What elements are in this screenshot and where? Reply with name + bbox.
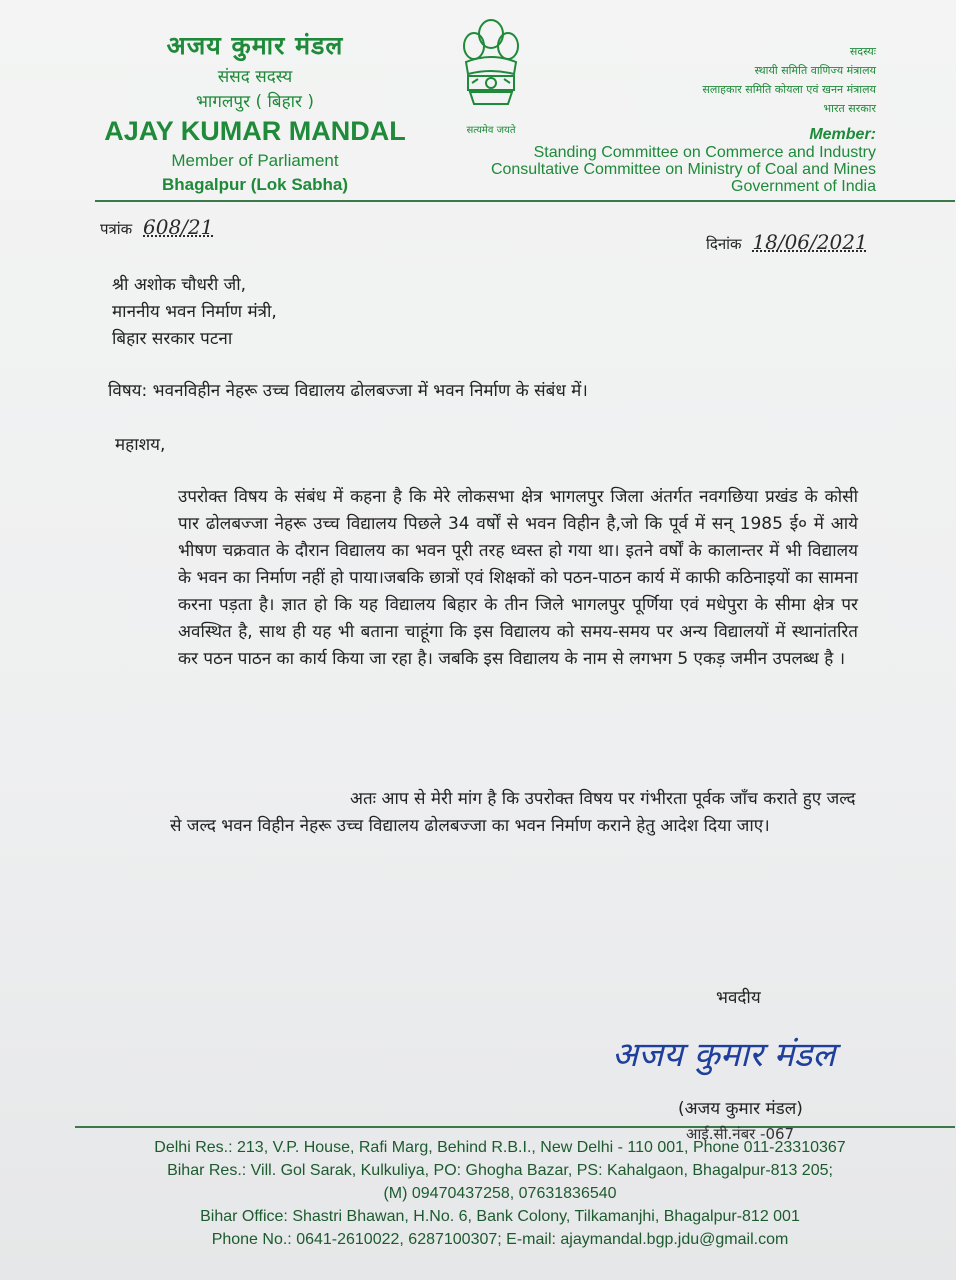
- footer-addresses: [60, 1136, 940, 1251]
- member-line1-hindi: स्थायी समिति वाणिज्य मंत्रालय: [754, 64, 876, 77]
- footer-divider: [75, 1126, 955, 1128]
- subject-line: विषय: भवनविहीन नेहरू उच्च विद्यालय ढोलबज्जा में भवन निर्माण के संबंध में।: [108, 381, 588, 401]
- letterhead-right: [456, 42, 876, 195]
- signatory-name: (अजय कुमार मंडल): [678, 1099, 803, 1119]
- place-english: Bhagalpur (Lok Sabha): [161, 175, 349, 194]
- member-line2-hindi: सलाहकार समिति कोयला एवं खनन मंत्रालय: [702, 83, 876, 96]
- letterhead-left: [100, 28, 410, 195]
- member-heading-hindi: सदस्यः: [849, 45, 876, 58]
- header-divider: [95, 200, 955, 202]
- member-line1-english: Standing Committee on Commerce and Industry: [533, 144, 876, 161]
- member-line3-hindi: भारत सरकार: [823, 102, 876, 115]
- date-label: दिनांक: [706, 235, 742, 253]
- letter-date: [706, 230, 868, 254]
- member-heading-english: Member:: [809, 126, 876, 143]
- footer-line1: Delhi Res.: 213, V.P. House, Rafi Marg, Behind R.B.I., New Delhi - 110 001, Phone 011-23310367: [154, 1139, 846, 1156]
- date-value: 18/06/2021: [752, 230, 868, 254]
- addressee-block: [112, 272, 277, 353]
- member-line2-english: Consultative Committee on Ministry of Coal and Mines: [490, 161, 876, 178]
- member-line3-english: Government of India: [731, 178, 876, 195]
- reference-label: पत्रांक: [100, 220, 133, 238]
- place-hindi: भागलपुर ( बिहार ): [195, 92, 315, 112]
- salutation: महाशय,: [115, 435, 166, 455]
- footer-line2: Bihar Res.: Vill. Gol Sarak, Kulkuliya, PO: Ghogha Bazar, PS: Kahalgaon, Bhagalpur-813 205;: [167, 1162, 833, 1179]
- emblem-motto: सत्यमेव जयते: [466, 125, 516, 136]
- footer-line5: Phone No.: 0641-2610022, 6287100307; E-mail: ajaymandal.bgp.jdu@gmail.com: [211, 1231, 789, 1248]
- body-paragraph-1: उपरोक्त विषय के संबंध में कहना है कि मेरे लोकसभा क्षेत्र भागलपुर जिला अंतर्गत नवगछिया प्रखंड के कोसी पार ढोलबज्जा नेहरू उच्च विद्यालय पिछले 34 वर्षों से भवन विहीन है,जो कि पूर्व में सन् 1985 ई० में आये भीषण चक्रवात के दौरान विद्यालय का भवन पूरी तरह ध्वस्त हो गया था। इतने वर्षों के कालान्तर में भी विद्यालय के भवन का निर्माण नहीं हो पाया।जबकि छात्रों एवं शिक्षकों को पठन-पाठन कार्य में काफी कठिनाइयों का सामना करना पड़ता है। ज्ञात हो कि यह विद्यालय बिहार के तीन जिले भागलपुर पूर्णिया एवं मधेपुरा के सीमा क्षेत्र पर अवस्थित है, साथ ही यह भी बताना चाहूंगा कि इस विद्यालय को समय-समय पर अन्य विद्यालयों में स्थानांतरित कर पठन पाठन का कार्य किया जा रहा है। जबकि इस विद्यालय के नाम से लगभग 5 एकड़ जमीन उपलब्ध है ।: [178, 487, 858, 669]
- signature: अजय कुमार मंडल: [612, 1035, 836, 1075]
- addressee-line1: श्री अशोक चौधरी जी,: [112, 275, 247, 295]
- reference-number: [100, 215, 213, 239]
- name-english: AJAY KUMAR MANDAL: [104, 116, 406, 146]
- closing: भवदीय: [716, 988, 761, 1008]
- name-hindi: अजय कुमार मंडल: [166, 31, 344, 60]
- addressee-line2: माननीय भवन निर्माण मंत्री,: [112, 302, 277, 322]
- title-english: Member of Parliament: [171, 151, 339, 170]
- addressee-line3: बिहार सरकार पटना: [112, 329, 233, 349]
- footer-line3: (M) 09470437258, 07631836540: [383, 1185, 617, 1202]
- title-hindi: संसद सदस्य: [217, 67, 293, 87]
- ic-number: आई.सी.नंबर -067: [686, 1125, 795, 1143]
- reference-value: 608/21: [143, 215, 214, 239]
- body-paragraph-2: अतः आप से मेरी मांग है कि उपरोक्त विषय पर गंभीरता पूर्वक जाँच कराते हुए जल्द से जल्द भवन विहीन नेहरू उच्च विद्यालय ढोलबज्जा का भवन निर्माण कराने हेतु आदेश दिया जाए।: [170, 789, 856, 836]
- footer-line4: Bihar Office: Shastri Bhawan, H.No. 6, Bank Colony, Tilkamanjhi, Bhagalpur-812 001: [200, 1208, 800, 1225]
